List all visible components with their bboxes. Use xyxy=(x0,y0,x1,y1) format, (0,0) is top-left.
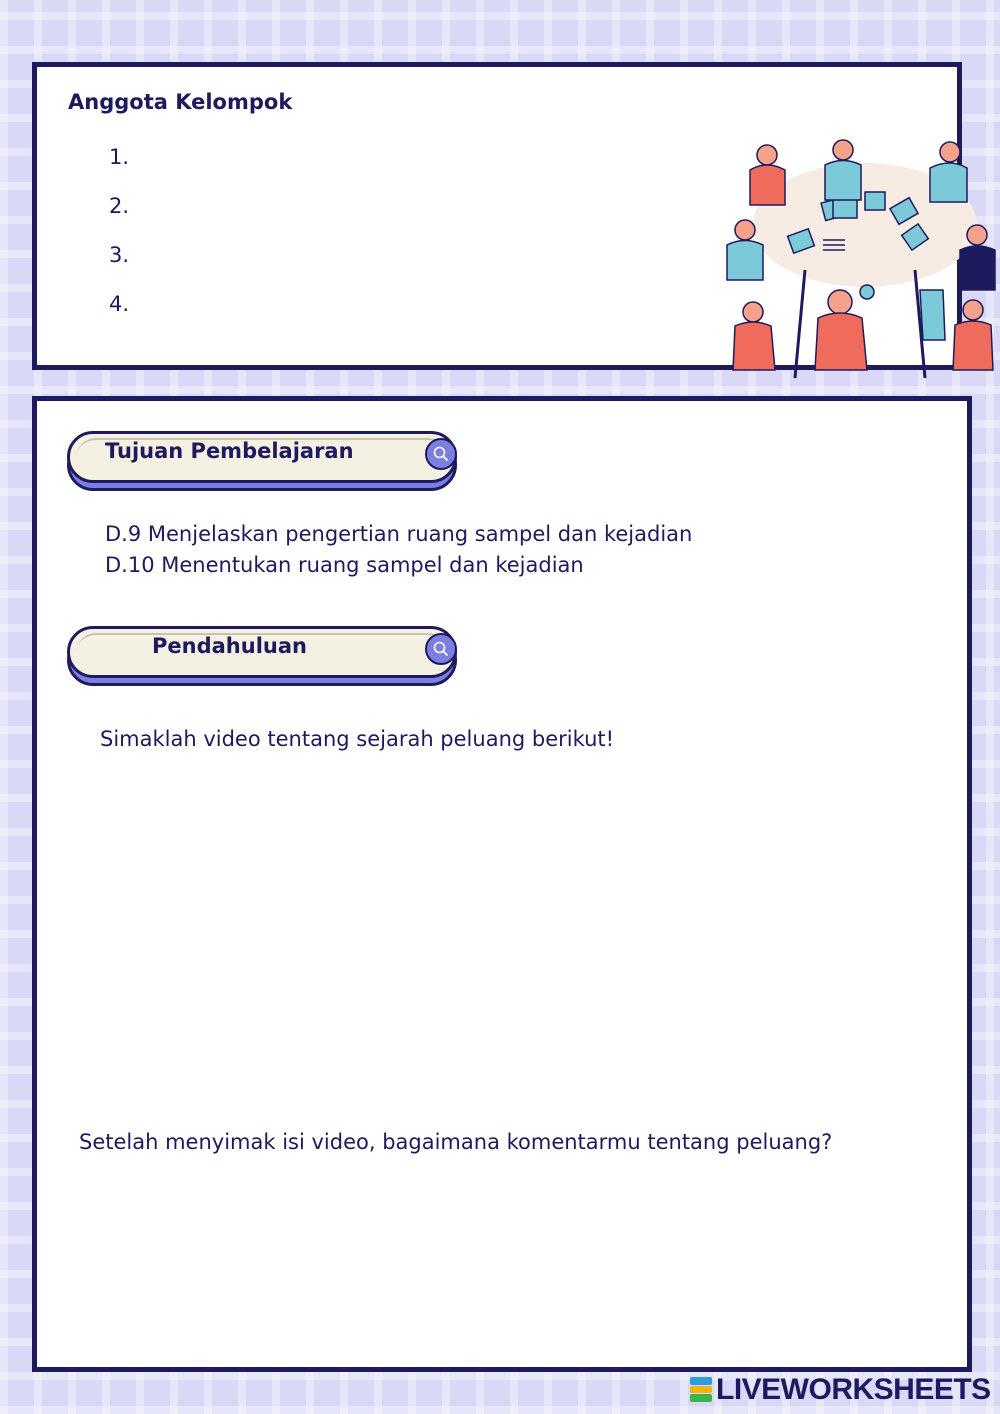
group-members-list xyxy=(109,145,129,341)
member-item: 3. xyxy=(109,243,130,267)
member-item: 4. xyxy=(109,292,130,316)
brand-name: LIVEWORKSHEETS xyxy=(716,1373,991,1406)
introduction-header xyxy=(67,626,463,688)
learning-objectives-header xyxy=(67,431,463,493)
logo-badge-icon xyxy=(690,1377,712,1403)
reflection-question: Setelah menyimak isi video, bagaimana komentarmu tentang peluang? xyxy=(79,1130,833,1154)
main-content-panel xyxy=(32,396,972,1372)
search-icon xyxy=(425,438,457,470)
introduction-instruction: Simaklah video tentang sejarah peluang berikut! xyxy=(100,727,615,751)
objective-item: D.10 Menentukan ruang sampel dan kejadian xyxy=(105,553,584,577)
group-members-title: Anggota Kelompok xyxy=(68,90,293,114)
group-study-illustration xyxy=(715,130,1000,385)
search-icon xyxy=(425,633,457,665)
objective-item: D.9 Menjelaskan pengertian ruang sampel dan kejadian xyxy=(105,522,693,546)
learning-objectives-list xyxy=(105,519,692,581)
member-item: 1. xyxy=(109,145,130,169)
member-item: 2. xyxy=(109,194,130,218)
learning-objectives-title: Tujuan Pembelajaran xyxy=(105,439,354,463)
liveworksheets-logo xyxy=(690,1374,991,1406)
introduction-title: Pendahuluan xyxy=(152,634,307,658)
